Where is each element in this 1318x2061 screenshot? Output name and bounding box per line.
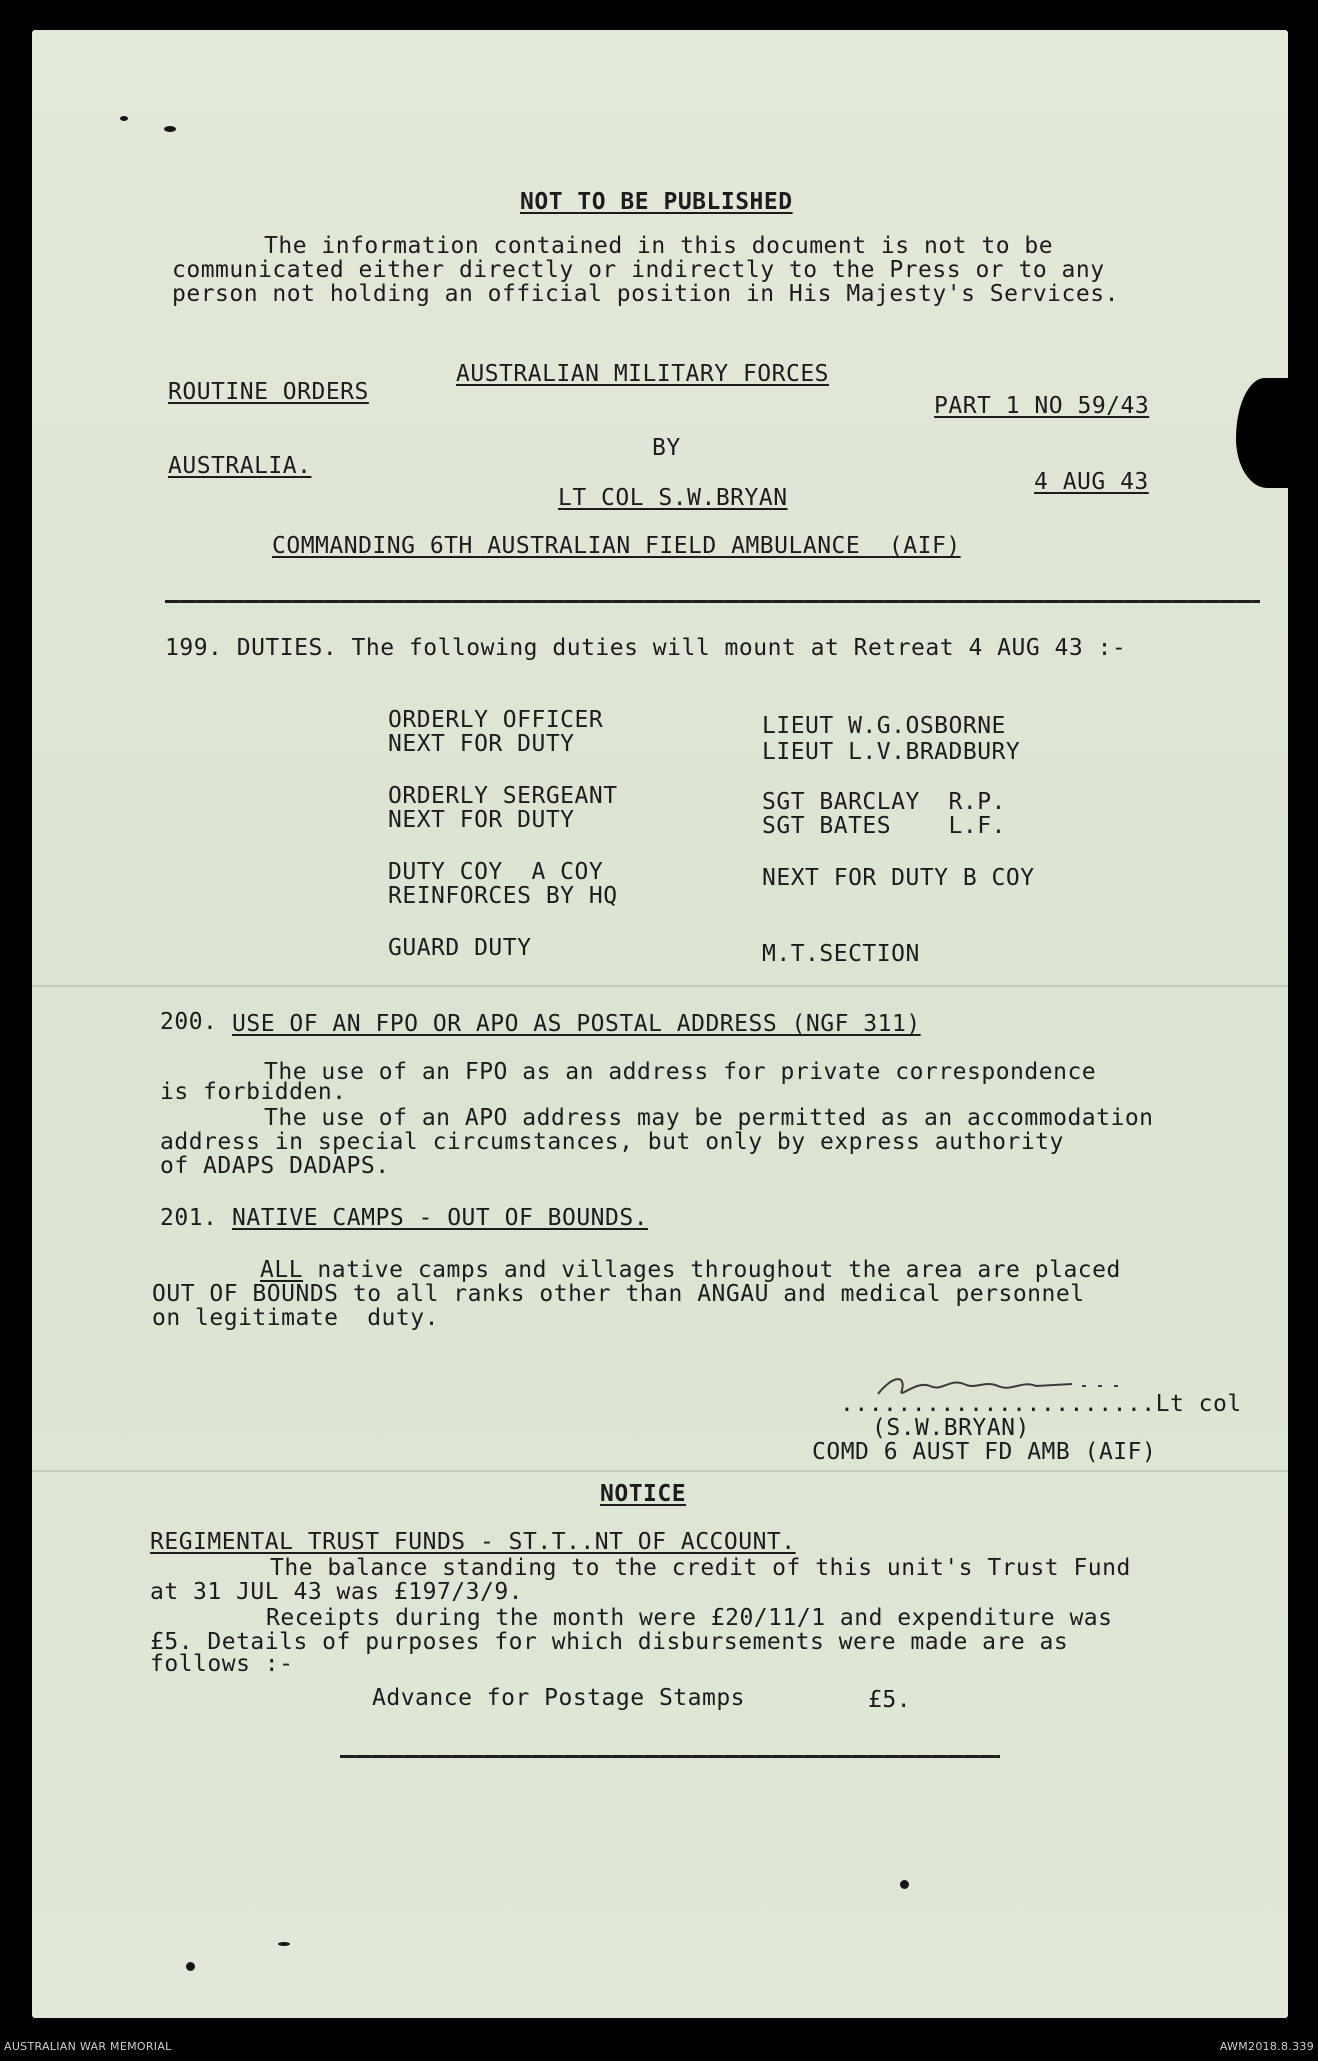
command-title: COMMANDING 6TH AUSTRALIAN FIELD AMBULANCE (AIF) <box>272 533 961 559</box>
notice-subheading: REGIMENTAL TRUST FUNDS - ST.T..NT OF ACCOUNT. <box>150 1529 796 1555</box>
ink-mark <box>278 1942 290 1946</box>
notice-line-4: £5. Details of purposes for which disbursements were made are as <box>150 1629 1069 1655</box>
order-date: 4 AUG 43 <box>1034 469 1149 495</box>
divider-rule <box>165 600 1260 603</box>
signature-title: COMD 6 AUST FD AMB (AIF) <box>812 1439 1157 1465</box>
duty-left-1b: NEXT FOR DUTY <box>388 731 575 757</box>
ink-mark <box>120 116 128 121</box>
item-200-para2-line1: The use of an APO address may be permitted as an accommodation <box>264 1105 1154 1131</box>
item-201-line3: on legitimate duty. <box>152 1305 439 1331</box>
duty-right-1a: LIEUT W.G.OSBORNE <box>762 713 1006 739</box>
item-200-para1-line1: The use of an FPO as an address for private correspondence <box>264 1059 1097 1085</box>
ink-mark <box>900 1880 909 1889</box>
item-200-title: USE OF AN FPO OR APO AS POSTAL ADDRESS (NGF 311) <box>232 1011 921 1037</box>
item-201-number: 201. <box>160 1205 218 1231</box>
ink-mark <box>164 126 176 132</box>
item-201-line1-rest: native camps and villages throughout the area are placed <box>303 1257 1121 1283</box>
notice-line-3: Receipts during the month were £20/11/1 and expenditure was <box>266 1605 1113 1631</box>
item-201-all: ALL <box>260 1257 304 1283</box>
part-number: PART 1 NO 59/43 <box>934 393 1150 419</box>
item-200-para2-line2: address in special circumstances, but only by express authority <box>160 1129 1064 1155</box>
duty-left-3a: DUTY COY A COY <box>388 859 604 885</box>
footer-accession: AWM2018.8.339 <box>1219 2040 1314 2053</box>
duty-right-4a: M.T.SECTION <box>762 941 920 967</box>
footer-credit: AUSTRALIAN WAR MEMORIAL <box>4 2040 172 2053</box>
notice-heading: NOTICE <box>600 1481 687 1507</box>
notice-line-5: follows :- <box>150 1651 294 1677</box>
duty-right-2b: SGT BATES L.F. <box>762 813 1006 839</box>
item-200-para1-line2: is forbidden. <box>160 1079 347 1105</box>
item-200-number: 200. <box>160 1009 218 1035</box>
fold-crease <box>32 1470 1288 1472</box>
item-201-title: NATIVE CAMPS - OUT OF BOUNDS. <box>232 1205 649 1231</box>
duty-left-4a: GUARD DUTY <box>388 935 532 961</box>
notice-item-label: Advance for Postage Stamps <box>372 1685 746 1711</box>
ink-mark <box>186 1962 195 1971</box>
closing-rule <box>340 1755 1000 1758</box>
item-201-line1 <box>260 1258 1121 1282</box>
item-201-line2: OUT OF BOUNDS to all ranks other than ANGAU and medical personnel <box>152 1281 1085 1307</box>
restriction-line-3: person not holding an official position in His Majesty's Services. <box>172 281 1119 307</box>
torn-edge <box>1236 378 1296 488</box>
officer-name: LT COL S.W.BRYAN <box>558 485 788 511</box>
duty-right-1b: LIEUT L.V.BRADBURY <box>762 739 1021 765</box>
duty-left-2b: NEXT FOR DUTY <box>388 807 575 833</box>
force-name: AUSTRALIAN MILITARY FORCES <box>456 361 830 387</box>
notice-line-1: The balance standing to the credit of this unit's Trust Fund <box>270 1555 1131 1581</box>
restriction-line-2: communicated either directly or indirectly to the Press or to any <box>172 257 1105 283</box>
duty-left-2a: ORDERLY SERGEANT <box>388 783 618 809</box>
by-label: BY <box>652 435 681 461</box>
restriction-title: NOT TO BE PUBLISHED <box>520 189 793 215</box>
item-200-para2-line3: of ADAPS DADAPS. <box>160 1153 390 1179</box>
restriction-line-1: The information contained in this document is not to be <box>264 233 1054 259</box>
duty-left-1a: ORDERLY OFFICER <box>388 707 604 733</box>
notice-line-2: at 31 JUL 43 was £197/3/9. <box>150 1579 524 1605</box>
duty-left-3b: REINFORCES BY HQ <box>388 883 618 909</box>
signature-name: (S.W.BRYAN) <box>872 1415 1030 1441</box>
place-label: AUSTRALIA. <box>168 453 312 479</box>
fold-crease <box>32 985 1288 987</box>
duties-heading: 199. DUTIES. The following duties will mount at Retreat 4 AUG 43 :- <box>165 635 1127 661</box>
routine-orders-label: ROUTINE ORDERS <box>168 379 369 405</box>
notice-item-amount: £5. <box>868 1687 912 1713</box>
duty-right-2a: SGT BARCLAY R.P. <box>762 789 1006 815</box>
signature-dots-line: ......................Lt col <box>840 1391 1242 1417</box>
duty-right-3a: NEXT FOR DUTY B COY <box>762 865 1035 891</box>
